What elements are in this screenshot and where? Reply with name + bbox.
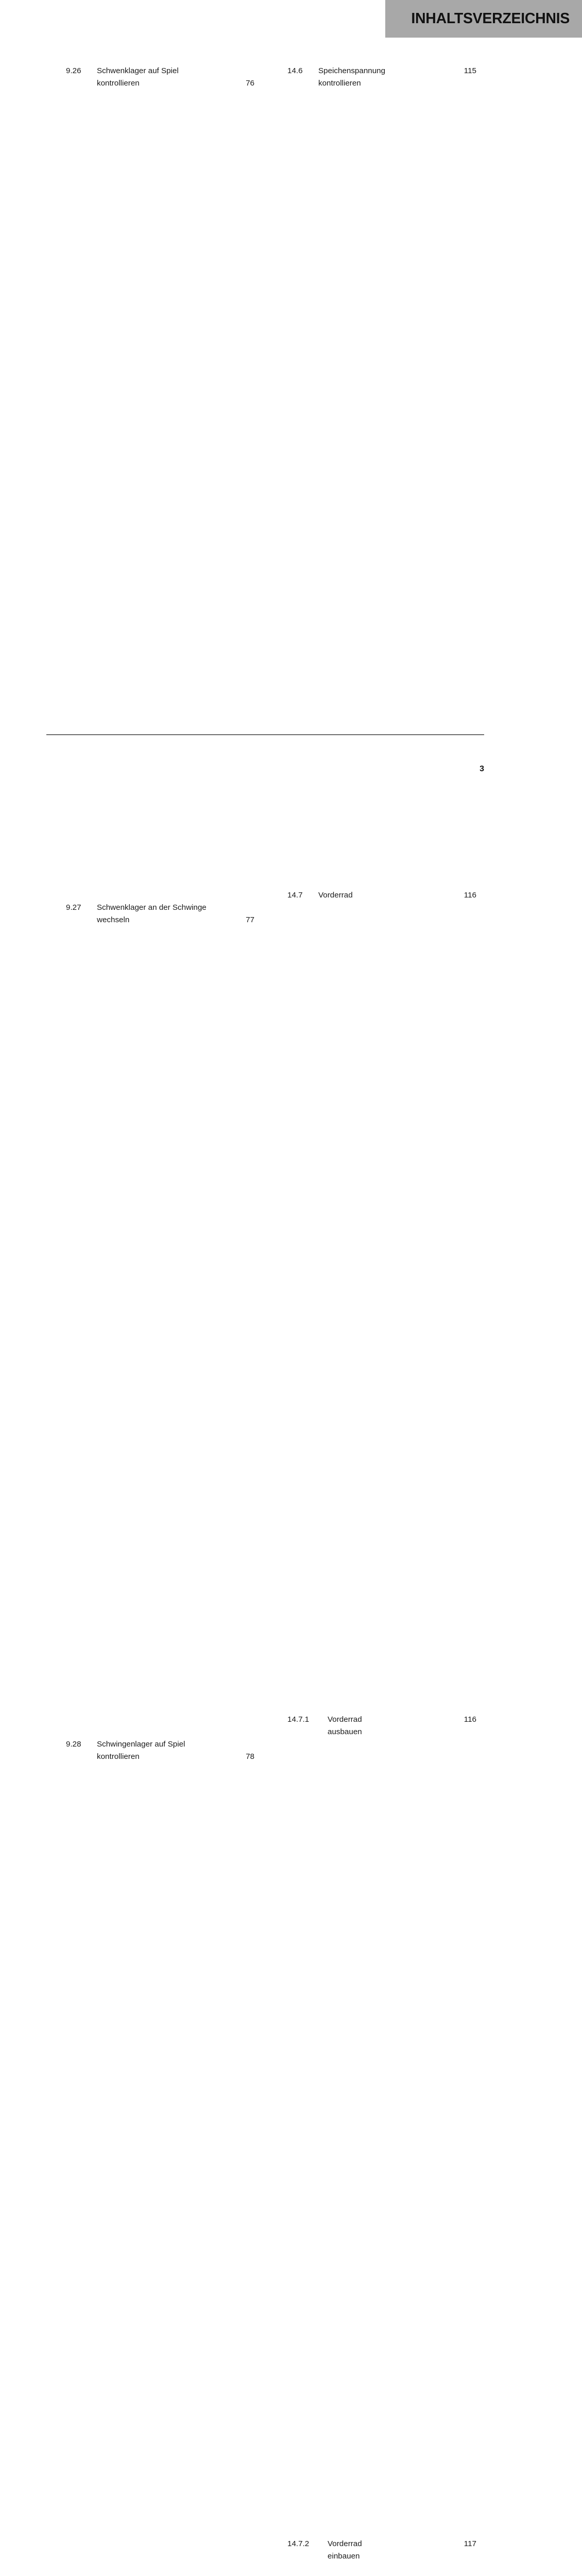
toc-entry-number: 14.7 [287, 891, 303, 900]
footer-divider [46, 734, 484, 735]
toc-entry-number: 9.27 [66, 903, 81, 912]
toc-entry-number: 14.6 [287, 66, 303, 75]
toc-entry[interactable] [46, 1738, 254, 2575]
toc-entry-title-line: wechseln [97, 916, 130, 925]
toc-entry[interactable] [46, 65, 254, 902]
toc-entry-number: 9.26 [66, 66, 81, 75]
toc-column-right [268, 65, 476, 2576]
toc-entry-body [328, 1714, 459, 1738]
toc-entry[interactable] [268, 2538, 476, 2576]
dot-leader [362, 1735, 459, 1736]
toc-column-left [46, 65, 254, 2576]
toc-entry[interactable] [268, 1714, 476, 2538]
toc-entry-title-line: Schwenklager an der Schwinge [97, 903, 207, 912]
toc-entry-title-line: Schwingenlager auf Spiel [97, 1740, 185, 1749]
toc-entry-number: 14.7.1 [287, 1715, 310, 1724]
toc-entry-page: 78 [239, 1751, 254, 2575]
toc-entry-body [318, 65, 459, 90]
toc-entry-number: 9.28 [66, 1740, 81, 1749]
toc-entry-page: 115 [459, 65, 476, 889]
header-banner [385, 0, 582, 38]
toc-entry-title: Vorderrad ausbauen [328, 1715, 362, 1737]
toc-entry-title: Speichenspannung kontrollieren [318, 66, 386, 88]
toc-entry-page: 76 [239, 77, 254, 902]
toc-entry-title: Vorderrad [318, 891, 353, 900]
toc-entry[interactable] [268, 889, 476, 1714]
toc-entry-title-line: Schwenklager auf Spiel [97, 66, 179, 75]
toc-entry-title-line: kontrollieren [97, 1752, 140, 1761]
toc-entry-title-line: kontrollieren [97, 79, 140, 88]
toc-entry-page: 116 [459, 889, 476, 1714]
toc-entry-page: 116 [459, 1714, 476, 2538]
footer-page-number: 3 [480, 765, 484, 773]
toc-entry-body [328, 2538, 459, 2563]
toc-entry-page: 117 [459, 2538, 476, 2576]
toc-entry-body [318, 889, 459, 902]
toc-entry-body [97, 1738, 254, 2575]
toc-entry-body [97, 902, 254, 1738]
page-title: INHALTSVERZEICHNIS [411, 10, 570, 27]
toc-entry-title: Vorderrad einbauen [328, 2539, 362, 2561]
toc-entry[interactable] [46, 902, 254, 1738]
toc-entry-number: 14.7.2 [287, 2539, 310, 2548]
dot-leader [129, 1735, 239, 1736]
toc-entry-page: 77 [239, 914, 254, 1738]
toc-entry-body [97, 65, 254, 902]
